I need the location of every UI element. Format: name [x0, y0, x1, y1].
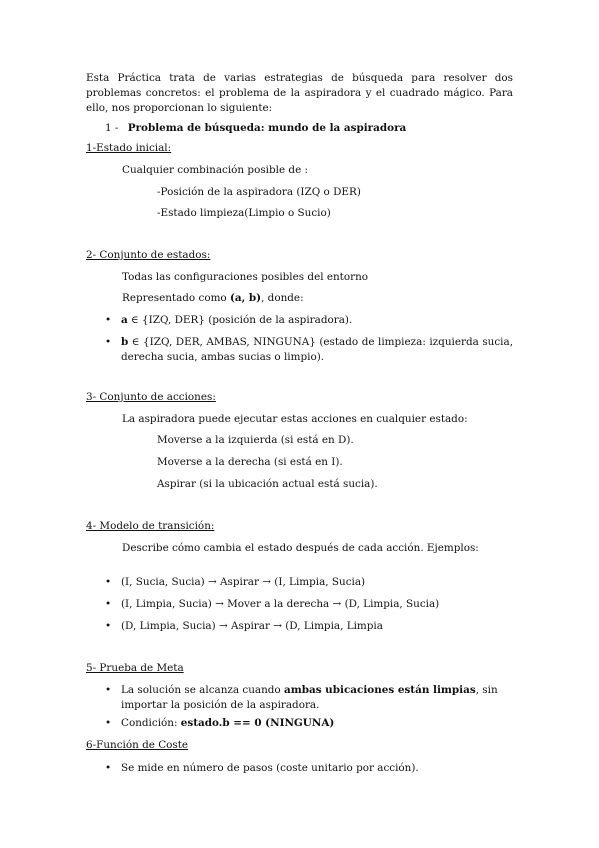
s4-example-3: (D, Limpia, Sucia) → Aspirar → (D, Limpia, Limpia: [121, 620, 383, 632]
heading-1: [105, 121, 406, 136]
bullet-icon: •: [105, 620, 112, 632]
bullet-icon: •: [105, 576, 112, 588]
section-3-title: 3- Conjunto de acciones:: [86, 391, 216, 403]
s3-action-1: Moverse a la izquierda (si está en D).: [157, 434, 354, 446]
bullet-icon: •: [105, 717, 112, 729]
section-5-title: 5- Prueba de Meta: [86, 662, 184, 674]
s2-line2-post: , donde:: [261, 292, 304, 304]
intro-paragraph: Esta Práctica trata de varias estrategias de búsqueda para resolver dos problemas concretos: el problema de la aspiradora y el cuadrado mágico. Para ello, nos proporcionan lo siguiente:: [86, 72, 513, 115]
s2-b1-bold: a: [121, 314, 128, 326]
s2-line2-pre: Representado como: [122, 292, 230, 304]
bullet-icon: •: [105, 314, 112, 326]
s2-line2-bold: (a, b): [229, 292, 262, 304]
s1-line1: Cualquier combinación posible de :: [122, 164, 309, 176]
section-1-title: 1-Estado inicial:: [86, 142, 172, 154]
heading-text: Problema de búsqueda: mundo de la aspiradora: [127, 122, 407, 134]
s5-b2-pre: Condición:: [121, 717, 181, 729]
bullet-icon: •: [105, 762, 112, 774]
s4-line1: Describe cómo cambia el estado después de cada acción. Ejemplos:: [122, 542, 479, 554]
s1-line2: -Posición de la aspiradora (IZQ o DER): [157, 186, 361, 198]
s3-action-2: Moverse a la derecha (si está en I).: [157, 456, 343, 468]
s5-b1-post: , sin importar la posición de la aspiradora.: [121, 684, 498, 712]
s4-example-1: (I, Sucia, Sucia) → Aspirar → (I, Limpia, Sucia): [121, 576, 366, 588]
s2-line1: Todas las configuraciones posibles del entorno: [122, 271, 369, 283]
section-4-title: 4- Modelo de transición:: [86, 520, 215, 532]
s5-b1-pre: La solución se alcanza cuando: [121, 684, 284, 696]
s2-b1-rest: ∈ {IZQ, DER} (posición de la aspiradora).: [127, 314, 353, 326]
s2-b2-rest: ∈ {IZQ, DER, AMBAS, NINGUNA} (estado de limpieza: izquierda sucia, derecha sucia, ambas sucias o limpio).: [121, 336, 513, 364]
bullet-icon: •: [105, 684, 112, 696]
section-6-title: 6-Función de Coste: [86, 739, 189, 751]
s2-b2-bold: b: [121, 336, 129, 348]
section-2-title: 2- Conjunto de estados:: [86, 249, 211, 261]
s5-b1-bold: ambas ubicaciones están limpias: [283, 684, 476, 696]
s3-action-3: Aspirar (si la ubicación actual está sucia).: [157, 478, 378, 490]
bullet-icon: •: [105, 598, 112, 610]
bullet-icon: •: [105, 336, 112, 348]
s5-b2-bold: estado.b == 0 (NINGUNA): [180, 717, 335, 729]
s4-example-2: (I, Limpia, Sucia) → Mover a la derecha → (D, Limpia, Sucia): [121, 598, 440, 610]
s6-b1: Se mide en número de pasos (coste unitario por acción).: [121, 762, 419, 774]
s1-line3: -Estado limpieza(Limpio o Sucio): [157, 207, 331, 219]
heading-number: 1 -: [105, 122, 119, 134]
s3-line1: La aspiradora puede ejecutar estas acciones en cualquier estado:: [122, 413, 468, 425]
s2-line2: [122, 291, 304, 306]
